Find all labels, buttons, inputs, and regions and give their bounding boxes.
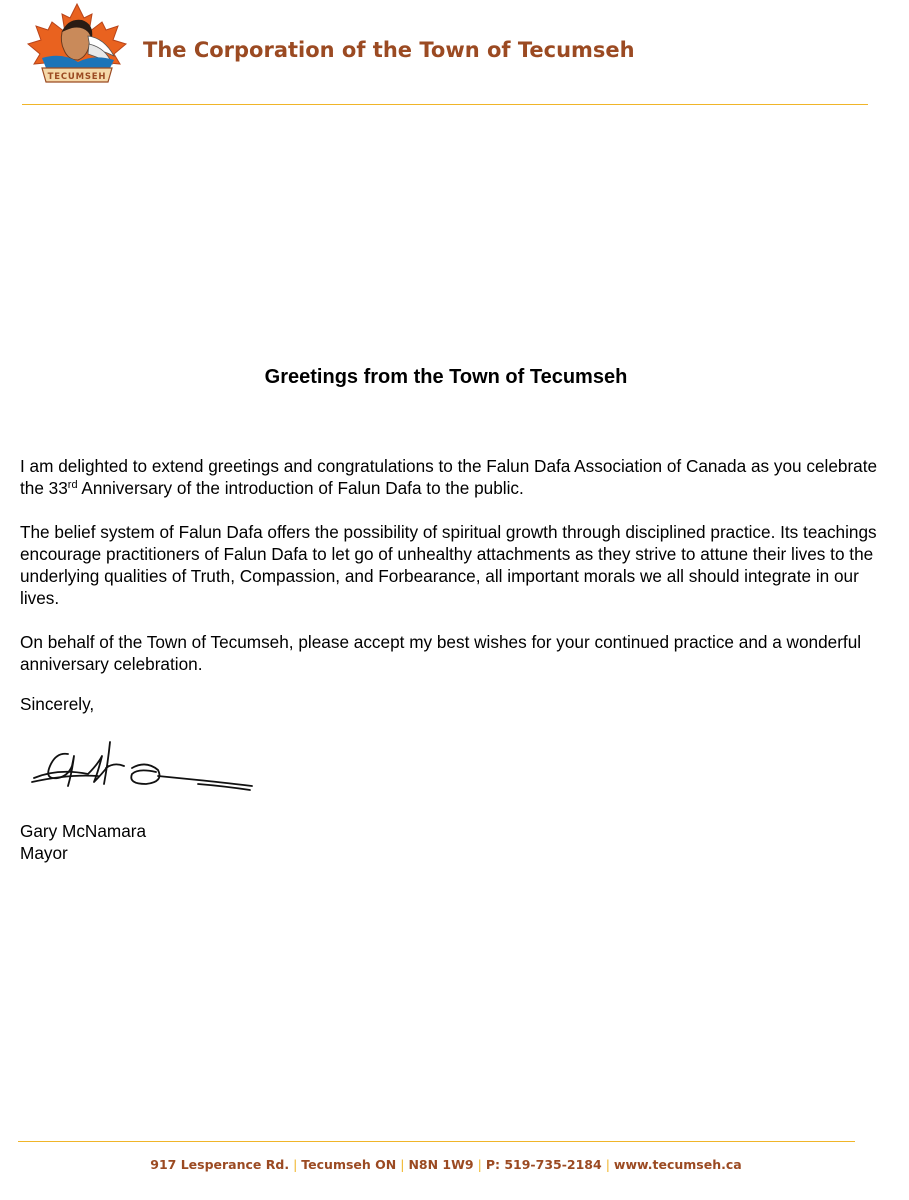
- signer-name: Gary McNamara: [20, 821, 147, 841]
- letter-heading: Greetings from the Town of Tecumseh: [264, 366, 628, 388]
- signer-block: [20, 820, 146, 864]
- tecumseh-logo: [22, 2, 132, 94]
- logo-banner-text: TECUMSEH: [47, 72, 107, 82]
- footer-divider: [18, 1141, 855, 1142]
- signature: [28, 738, 258, 800]
- paragraph-1-text-b: Anniversary of the introduction of Falun Dafa to the public.: [77, 478, 524, 498]
- paragraph-2: The belief system of Falun Dafa offers the possibility of spiritual growth through disciplined practice. Its teachings encourage practitioners of Falun Dafa to let go of unhealthy attachments as they strive to attune their lives to the underlying qualities of Truth, Compassion, and Forbearance, all important morals we all should integrate in our lives.: [20, 522, 877, 608]
- footer-separator: |: [477, 1157, 482, 1172]
- corporation-name: The Corporation of the Town of Tecumseh: [143, 38, 635, 62]
- footer-separator: |: [400, 1157, 405, 1172]
- ordinal-suffix: rd: [67, 479, 78, 491]
- footer-city: Tecumseh ON: [301, 1157, 397, 1172]
- footer-website[interactable]: www.tecumseh.ca: [613, 1157, 742, 1172]
- paragraph-1: [20, 455, 890, 499]
- footer-separator: |: [293, 1157, 298, 1172]
- closing: Sincerely,: [20, 694, 95, 714]
- footer-address: 917 Lesperance Rd.: [150, 1157, 290, 1172]
- paragraph-1-text-a: I am delighted to extend greetings and congratulations to the Falun Dafa Association of Canada as you celebrate the 33: [20, 456, 878, 498]
- footer: [0, 1157, 892, 1172]
- footer-separator: |: [605, 1157, 610, 1172]
- header-divider: [22, 104, 868, 105]
- footer-phone: P: 519-735-2184: [485, 1157, 602, 1172]
- paragraph-3: On behalf of the Town of Tecumseh, please accept my best wishes for your continued practice and a wonderful anniversary celebration.: [20, 632, 862, 674]
- signer-title: Mayor: [20, 843, 68, 863]
- letterhead: [0, 0, 909, 110]
- footer-postal-code: N8N 1W9: [408, 1157, 474, 1172]
- letter-body: [20, 455, 890, 697]
